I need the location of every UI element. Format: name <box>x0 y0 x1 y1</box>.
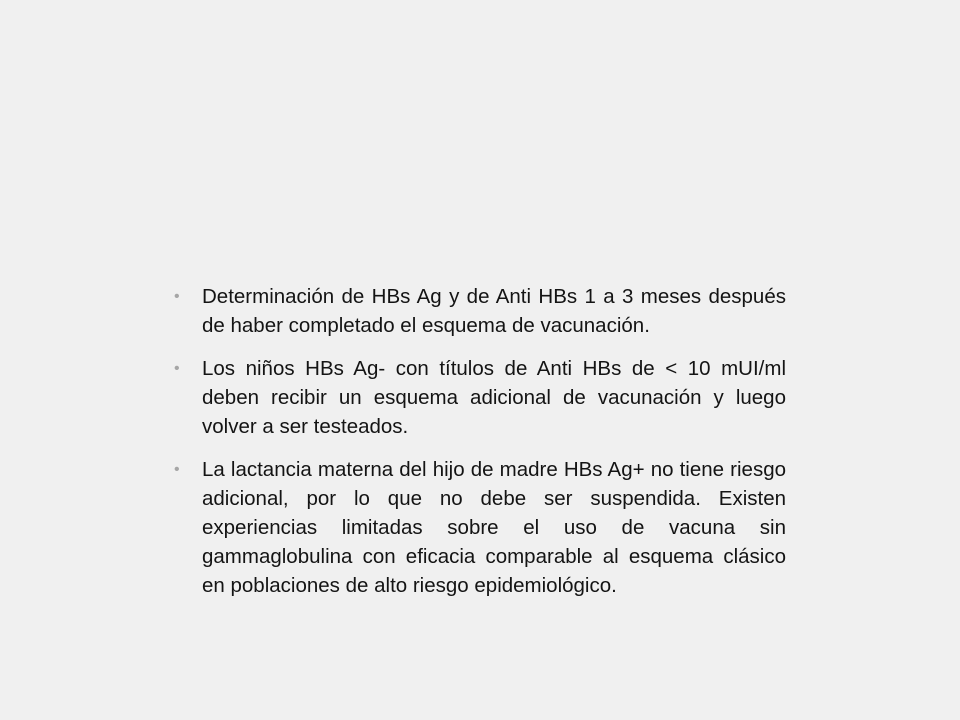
bullet-item <box>174 282 786 340</box>
bullet-item <box>174 455 786 600</box>
bullet-text: Determinación de HBs Ag y de Anti HBs 1 a 3 meses después de haber completado el esquema de vacunación. <box>202 285 786 337</box>
bullet-text: La lactancia materna del hijo de madre HBs Ag+ no tiene riesgo adicional, por lo que no debe ser suspendida. Existen experiencias limitadas sobre el uso de vacuna sin gammaglobulina con eficacia comparable al esquema clásico en poblaciones de alto riesgo epidemiológico. <box>202 458 786 597</box>
bullet-icon: • <box>174 461 180 478</box>
bullet-icon: • <box>174 360 180 377</box>
bullet-list <box>174 282 786 614</box>
bullet-item <box>174 354 786 441</box>
bullet-icon: • <box>174 288 180 305</box>
bullet-text: Los niños HBs Ag- con títulos de Anti HBs de < 10 mUI/ml deben recibir un esquema adicional de vacunación y luego volver a ser testeados. <box>202 357 786 438</box>
